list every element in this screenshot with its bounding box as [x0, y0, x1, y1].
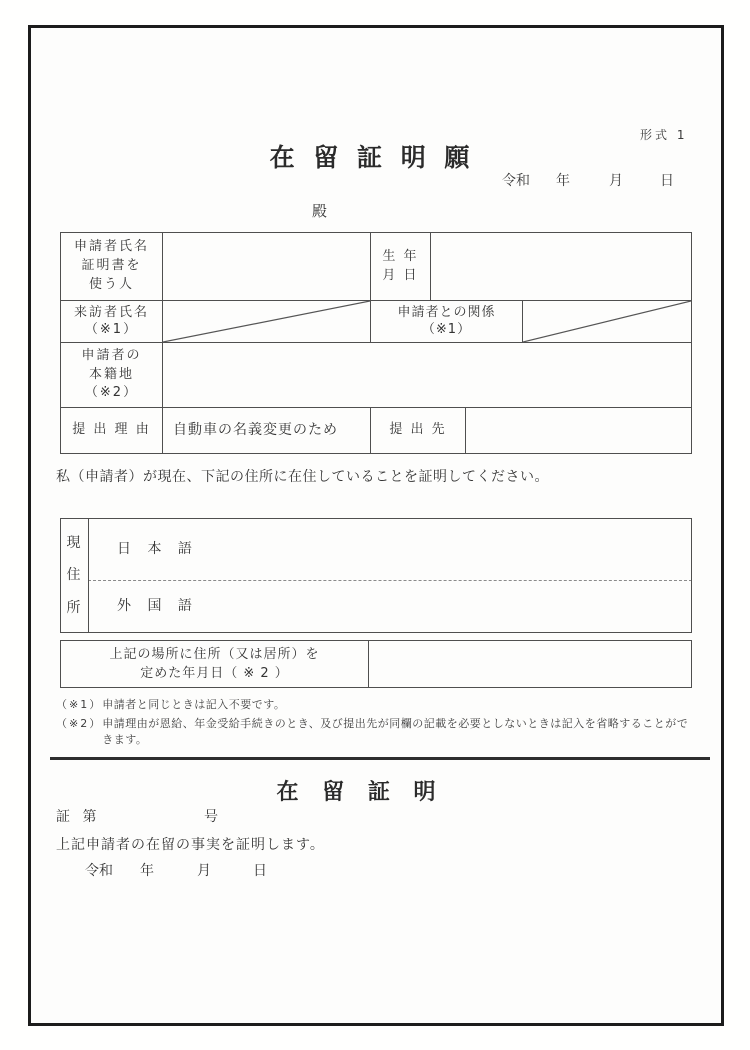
- footnote-2-marker: （※2）: [56, 716, 103, 730]
- footnotes: [56, 697, 692, 751]
- applicant-name-field: [162, 232, 371, 301]
- day-label: 日: [660, 173, 674, 189]
- footnote-1: [56, 697, 692, 713]
- settlement-date-label: 上記の場所に住所（又は居所）を 定めた年月日（ ※ 2 ）: [60, 640, 369, 688]
- address-foreign-row: [88, 580, 692, 633]
- settlement-date-field: [368, 640, 692, 688]
- request-sentence: 私（申請者）が現在、下記の住所に在住していることを証明してください。: [56, 469, 549, 485]
- applicant-name-label: 申請者氏名 証明書を 使う人: [60, 232, 163, 301]
- year-label: 年: [556, 173, 570, 189]
- footnote-1-text: 申請者と同じときは記入不要です。: [102, 698, 286, 711]
- certificate-number-prefix: 証 第: [56, 809, 101, 825]
- section-divider-rule: [50, 757, 710, 760]
- reason-label: 提 出 理 由: [60, 407, 163, 454]
- diagonal-strike: [163, 301, 370, 342]
- reason-field: 自動車の名義変更のため: [162, 407, 371, 454]
- footnote-2: [56, 716, 692, 748]
- relation-field-crossed: [522, 300, 692, 343]
- domicile-field: [162, 342, 692, 408]
- address-foreign-label: 外 国 語: [117, 597, 198, 614]
- birthdate-field: [430, 232, 692, 301]
- destination-field: [465, 407, 692, 454]
- cert-era-label: 令和: [85, 863, 113, 879]
- relation-label: 申請者との関係 （※1）: [370, 300, 523, 343]
- current-address-side-label: 現 住 所: [60, 518, 89, 633]
- form-title: 在 留 証 明 願: [269, 143, 475, 172]
- certificate-title: 在 留 証 明: [276, 780, 444, 805]
- diagonal-strike: [523, 301, 691, 342]
- addressee-suffix: 殿: [312, 202, 328, 220]
- cert-month-label: 月: [197, 863, 211, 879]
- cert-day-label: 日: [253, 863, 267, 879]
- domicile-label: 申請者の 本籍地 （※2）: [60, 342, 163, 408]
- visitor-name-field-crossed: [162, 300, 371, 343]
- destination-label: 提 出 先: [370, 407, 466, 454]
- certificate-number-suffix: 号: [204, 809, 222, 825]
- certificate-statement: 上記申請者の在留の事実を証明します。: [56, 837, 325, 853]
- visitor-name-label: 来訪者氏名 （※1）: [60, 300, 163, 343]
- address-japanese-label: 日 本 語: [117, 541, 198, 558]
- era-label: 令和: [502, 173, 530, 189]
- birthdate-label: 生 年 月 日: [370, 232, 431, 301]
- form-code: 形式 1: [640, 128, 688, 142]
- footnote-2-text: 申請理由が恩給、年金受給手続きのとき、及び提出先が同欄の記載を必要としないときは記入を省略することができます。: [102, 716, 689, 746]
- footnote-1-marker: （※1）: [56, 698, 103, 711]
- cert-year-label: 年: [140, 863, 154, 879]
- address-japanese-row: [88, 518, 692, 581]
- month-label: 月: [609, 173, 623, 189]
